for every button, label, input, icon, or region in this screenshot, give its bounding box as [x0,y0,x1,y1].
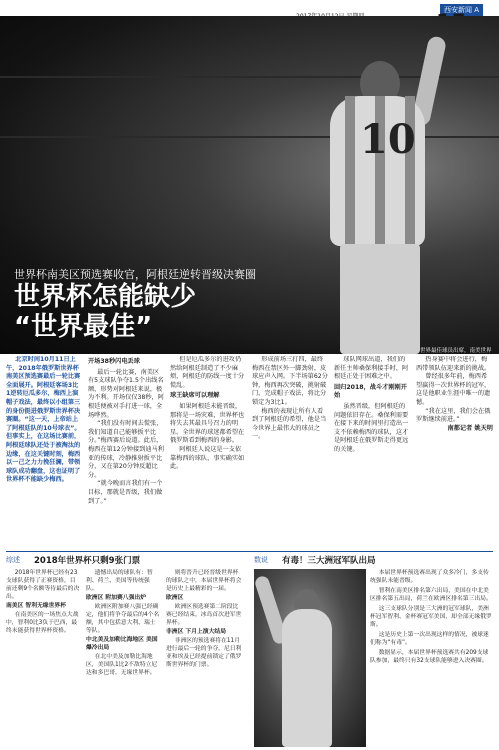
story-paragraph: 则将晋升已经晋级世界杯的球队之中，本届世界杯将会是历史上最精彩的一届。 [166,570,242,592]
story-paragraph: 遗憾出局的球队有：智利、荷兰、美国等传统强队。 [86,570,153,592]
hero-photo [0,16,499,354]
story-paragraph: 非洲区的预选赛将在11月进行最后一轮的争夺，尼日利亚和埃及已经提前锁定了俄罗斯世界杯的门票。 [166,638,242,668]
article-paragraph: 梅西的表现让所有人看到了阿根廷的希望，他是当今世界上最伟大的球员之一。 [252,407,327,441]
bottom-right-story [370,569,493,747]
story-paragraph: 2018年世界杯已经有23支球队获得了正赛资格，目前还剩9个名额等待最后的决出。 [6,570,80,600]
headline-line-1: 世界杯怎能缺少 [14,282,197,312]
article-paragraph: 曾经很多年前，梅西希望赢得一次世界杯的冠军，这是他职业生涯中唯一的遗憾。 [416,373,491,406]
story-column-1 [6,569,80,747]
story-paragraph: 在北中美及加勒比海地区，美国队1比2不敌特立尼达和多巴哥，无缘世界杯。 [86,654,158,676]
story-paragraph: 数据显示，本届世界杯预选赛共有209支球队参加，最终只有32支球队能够进入决赛圈。 [370,650,489,664]
player-body-shape [282,609,332,747]
player-photo [254,569,366,747]
article-column-2 [88,356,164,550]
story-title: 有毒！三大洲冠军队出局 [282,556,376,566]
article-paragraph: “我在这里，我们会在俄罗斯继续前进。” [416,407,491,424]
photo-caption: 世界最佳球员出席，南美世界 [420,348,492,354]
article-column-4 [252,356,328,550]
article-byline: 南都记者 姚天明 [447,424,493,432]
article-subhead: 球王缺席可以理解 [170,392,220,400]
article-paragraph: 虽然晋级，但阿根廷的问题依旧存在。桑保利需要在接下来的时间里打造出一支不依赖梅西的球队，这才是阿根廷在俄罗斯走得更远的关键。 [334,402,409,453]
story-subhead: 欧洲区 附加赛八强出炉 [86,595,146,601]
story-paragraph: 在南美区的一场焦点大战中，智利0比3负于巴西，最终未能获得世界杯资格。 [6,612,79,634]
jersey-number: 10 [360,116,416,163]
article-paragraph: “就今晚而言我们有一个目标，那就是晋级，我们做到了。” [88,480,163,505]
bottom-left-story [6,569,242,747]
hero-headline [14,282,196,342]
article-paragraph: 最后一轮比赛，南美区有5支球队争夺1.5个出线名额，形势对阿根廷来说，极为不利。开场仅仅38秒，阿根廷便被对手打进一球，全场哗然。 [88,368,164,419]
article-column-5 [334,356,410,550]
article-paragraph: 如果阿根廷未能晋级，那将是一场灾难，世界杯也将失去其最具号召力的明星。全世界的球迷都希望在俄罗斯看到梅西的身影。 [170,402,245,445]
story-label: 综述 [6,556,20,564]
article-subhead: 开场38秒闪电丢球 [88,358,140,365]
story-column-2 [86,569,160,747]
story-paragraph: 智利在南美区排名第六出局，美国在中北美区排名第五出局，荷兰在欧洲区排名第三出局。 [370,588,492,602]
shirt-stripe-shape [345,96,355,246]
article-lead: 北京时间10月11日上午，2018年俄罗斯世界杯南美区预选赛最后一轮比赛全面展开。阿根廷客场3比1逆转厄瓜多尔，梅西上演帽子戏法，最终以小组第三的身份挺进俄罗斯世界杯决赛圈。“这一天，上帝站上了阿根廷队的10号球衣”。但事实上，在这场比赛前，阿根廷球队还处于被淘汰的边缘，在这关键时刻，梅西以一己之力力挽狂澜，带领球队成功翻盘，这也证明了世界杯不能缺少梅西。 [6,356,81,484]
story-paragraph: 欧洲区附加赛八强已经确定，他们将争夺最后的4个名额，其中包括意大利、瑞士等队。 [86,604,160,634]
article-paragraph: 但是厄瓜多尔的进攻仍然给阿根廷制造了不少麻烦，阿根廷的防线一度十分慌乱。 [170,356,245,389]
section-tag: 西安新闻 A [440,4,483,16]
story-subhead: 中北美及加勒比海地区 美国爆冷出局 [86,637,158,651]
section-divider [6,551,493,552]
story-subhead: 欧洲区 [166,595,184,601]
article-paragraph: 球队网球出道，我们的新任主帅桑保利接手时，阿根廷正处于困难之中。 [334,356,409,381]
main-article [6,356,493,550]
bottom-left-header [6,554,242,566]
story-column-3 [166,569,242,747]
story-paragraph: 本届世界杯预选赛出现了众多冷门，多支传统强队未能晋级。 [370,570,489,584]
story-paragraph: 欧洲区预选赛第二阶段比赛已经结束，冰岛首次进军世界杯。 [166,604,242,626]
article-column-1 [6,356,82,550]
article-paragraph: 阿根廷人说这是一支依靠梅西的球队，事实确实如此。 [170,445,245,471]
story-paragraph: 这是历史上第一次出现这样的情况，被球迷们称为“有毒”。 [370,632,489,646]
article-paragraph: 热身赛中将会进行，梅西带领队伍迎来新的挑战。 [416,356,491,372]
story-title: 2018年世界杯只剩9张门票 [34,556,141,566]
story-subhead: 南美区 智利无缘世界杯 [6,603,66,609]
article-paragraph: “我们没有时间去慌张，我们知道自己能够扳平比分。”梅西赛后说道。此后，梅西在第12分钟接到迪马利亚的传球，冷静推射扳平比分，又在第20分钟反超比分。 [88,420,164,479]
story-subhead: 非洲区 下月上演大结局 [166,629,226,635]
article-column-6 [416,356,493,550]
article-paragraph: 形成前场三打四，最终梅西在禁区外一脚劲射，皮球应声入网。下半场第62分钟，梅西再次突破，挑射破门，完成帽子戏法，将比分锁定为3比1。 [252,356,328,406]
player-legs-shape [340,244,420,354]
story-label: 数说 [254,556,268,564]
hero-subtitle: 世界杯南美区预选赛收官，阿根廷逆转晋级决赛圈 [14,268,256,281]
article-subhead: 回归2018，战斗才刚刚开始 [334,383,407,400]
article-column-3 [170,356,246,550]
bottom-right-header [254,554,493,566]
story-paragraph: 这三支球队分别是三大洲的冠军球队，美洲杯冠军智利、金杯赛冠军美国，却全部无缘俄罗斯。 [370,606,492,628]
headline-line-2: “世界最佳” [14,312,153,342]
